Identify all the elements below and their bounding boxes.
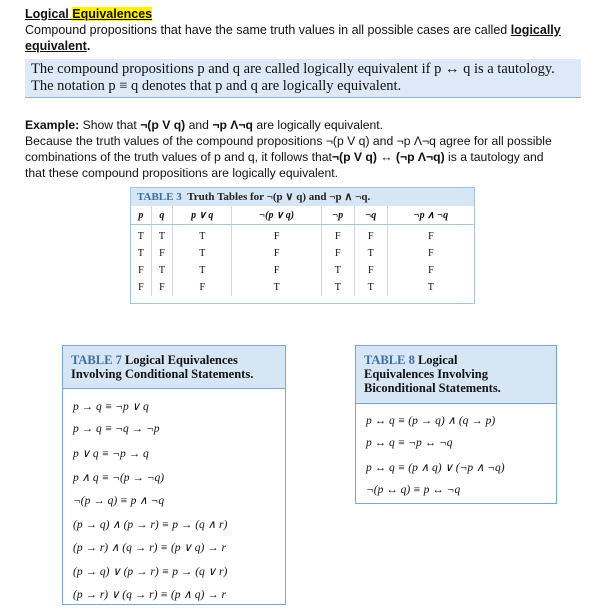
example-line2: Because the truth values of the compound propositions ¬(p V q) and ¬p Λ¬q agree for all possible: [25, 134, 552, 148]
table3-cell: T: [321, 279, 354, 296]
table3-header-cell: q: [151, 206, 172, 225]
table7-equivalence: (p → r) ∧ (q → r) ≡ (p ∨ q) → r: [73, 542, 226, 554]
table3-cell: T: [173, 262, 232, 279]
table3-cell: F: [387, 262, 474, 279]
table-8-biconditional-equivalences: [355, 345, 557, 504]
example-line1: [25, 117, 585, 133]
definition-box-line2: The notation p ≡ q denotes that p and q are logically equivalent.: [31, 78, 402, 94]
definition-box: [25, 59, 581, 98]
definition-term: logically equivalent: [25, 23, 561, 53]
table3-cell: T: [354, 279, 387, 296]
definition-box-line1: The compound propositions p and q are called logically equivalent if p ↔ q is a tautology.: [31, 61, 555, 77]
table8-number: TABLE 8: [364, 353, 415, 367]
table8-caption: [356, 346, 556, 404]
title-prefix: Logical: [25, 7, 73, 21]
table3-row: [131, 279, 474, 296]
example-text: and: [185, 118, 213, 132]
table3-cell: F: [321, 225, 354, 246]
table8-equivalence: p ↔ q ≡ (p ∧ q) ∨ (¬p ∧ ¬q): [366, 462, 505, 474]
table3-cell: F: [151, 245, 172, 262]
table3-header-row: [131, 206, 474, 225]
table3-header-cell: ¬q: [354, 206, 387, 225]
table7-equivalence: (p → r) ∨ (q → r) ≡ (p ∧ q) → r: [73, 589, 226, 601]
table3-header-cell: ¬p: [321, 206, 354, 225]
truth-table-3: [130, 187, 475, 304]
table8-caption-line2: Equivalences Involving: [364, 367, 488, 381]
example-paragraph: [25, 117, 585, 181]
table7-equivalence: p ∨ q ≡ ¬p → q: [73, 448, 149, 460]
table8-caption-line3: Biconditional Statements.: [364, 381, 501, 395]
table3-cell: F: [232, 245, 321, 262]
example-line3: [25, 149, 585, 165]
table3-row: [131, 262, 474, 279]
table3-cell: F: [173, 279, 232, 296]
example-expr: ¬(p V q) ↔ (¬p Λ¬q): [331, 150, 445, 164]
table3-row: [131, 225, 474, 246]
table3-body: [131, 225, 474, 297]
table3-cell: T: [354, 245, 387, 262]
table3-cell: T: [137, 231, 144, 242]
table7-equivalence: p ∧ q ≡ ¬(p → ¬q): [73, 471, 165, 484]
table3-row: [131, 245, 474, 262]
table3-number: TABLE 3: [137, 191, 182, 203]
table7-number: TABLE 7: [71, 353, 122, 367]
table3-cell: F: [138, 265, 144, 276]
table7-caption-line2: Involving Conditional Statements.: [71, 367, 254, 381]
example-text: is a tautology and: [444, 150, 544, 164]
example-label: Example:: [25, 118, 80, 132]
table3-cell: F: [138, 282, 144, 293]
table-7-conditional-equivalences: [62, 345, 286, 605]
table3-cell: F: [232, 262, 321, 279]
table8-equivalence: p ↔ q ≡ (p → q) ∧ (q → p): [366, 415, 496, 427]
table7-equivalence: ¬(p → q) ≡ p ∧ ¬q: [73, 495, 165, 507]
table3-header-cell: ¬p ∧ ¬q: [387, 206, 474, 225]
table3-cell: F: [232, 225, 321, 246]
table3-cell: F: [354, 225, 387, 246]
table3-header-cell: p: [131, 206, 151, 225]
table3-caption: [131, 188, 474, 206]
example-text: combinations of the truth values of p and q, it follows that: [25, 150, 332, 164]
table3-cell: F: [387, 225, 474, 246]
table7-equivalence: (p → q) ∧ (p → r) ≡ p → (q ∧ r): [73, 518, 228, 531]
table3-cell: T: [173, 225, 232, 246]
table3-cell: F: [354, 262, 387, 279]
table3-header-cell: p ∨ q: [173, 206, 232, 225]
table3-cell: T: [232, 279, 321, 296]
table3-caption-text: Truth Tables for ¬(p ∨ q) and ¬p ∧ ¬q.: [187, 191, 371, 203]
table3-cell: F: [151, 279, 172, 296]
definition-paragraph: [25, 22, 580, 54]
example-line4: that these compound propositions are logically equivalent.: [25, 166, 339, 180]
table7-caption-line1: Logical Equivalences: [124, 353, 238, 367]
table3-cell: F: [387, 245, 474, 262]
example-text: Show that: [79, 118, 141, 132]
section-title: [25, 7, 152, 21]
table3-grid: [131, 206, 474, 296]
table3-cell: T: [173, 245, 232, 262]
table7-caption: [63, 346, 285, 389]
table7-equivalence: p → q ≡ ¬p ∨ q: [73, 401, 149, 413]
table3-cell: T: [137, 248, 144, 259]
table8-caption-word: Logical: [417, 353, 458, 367]
definition-end: .: [86, 39, 91, 53]
table3-cell: T: [151, 262, 172, 279]
table7-equivalence: (p → q) ∨ (p → r) ≡ p → (q ∨ r): [73, 565, 228, 578]
example-expr: ¬p Λ¬q: [212, 118, 253, 132]
table3-header-cell: ¬(p ∨ q): [232, 206, 321, 225]
table8-equivalence: p ↔ q ≡ ¬p ↔ ¬q: [366, 436, 453, 449]
table3-cell: F: [321, 245, 354, 262]
definition-text: Compound propositions that have the same truth values in all possible cases are called: [25, 23, 511, 37]
example-expr: ¬(p V q): [140, 118, 186, 132]
table8-equivalence: ¬(p ↔ q) ≡ p ↔ ¬q: [366, 483, 461, 496]
table3-cell: T: [321, 262, 354, 279]
title-highlight: Equivalences: [72, 7, 153, 21]
example-text: are logically equivalent.: [252, 118, 384, 132]
table3-cell: T: [387, 279, 474, 296]
table7-equivalence: p → q ≡ ¬q → ¬p: [73, 422, 160, 435]
table3-cell: T: [151, 225, 172, 246]
